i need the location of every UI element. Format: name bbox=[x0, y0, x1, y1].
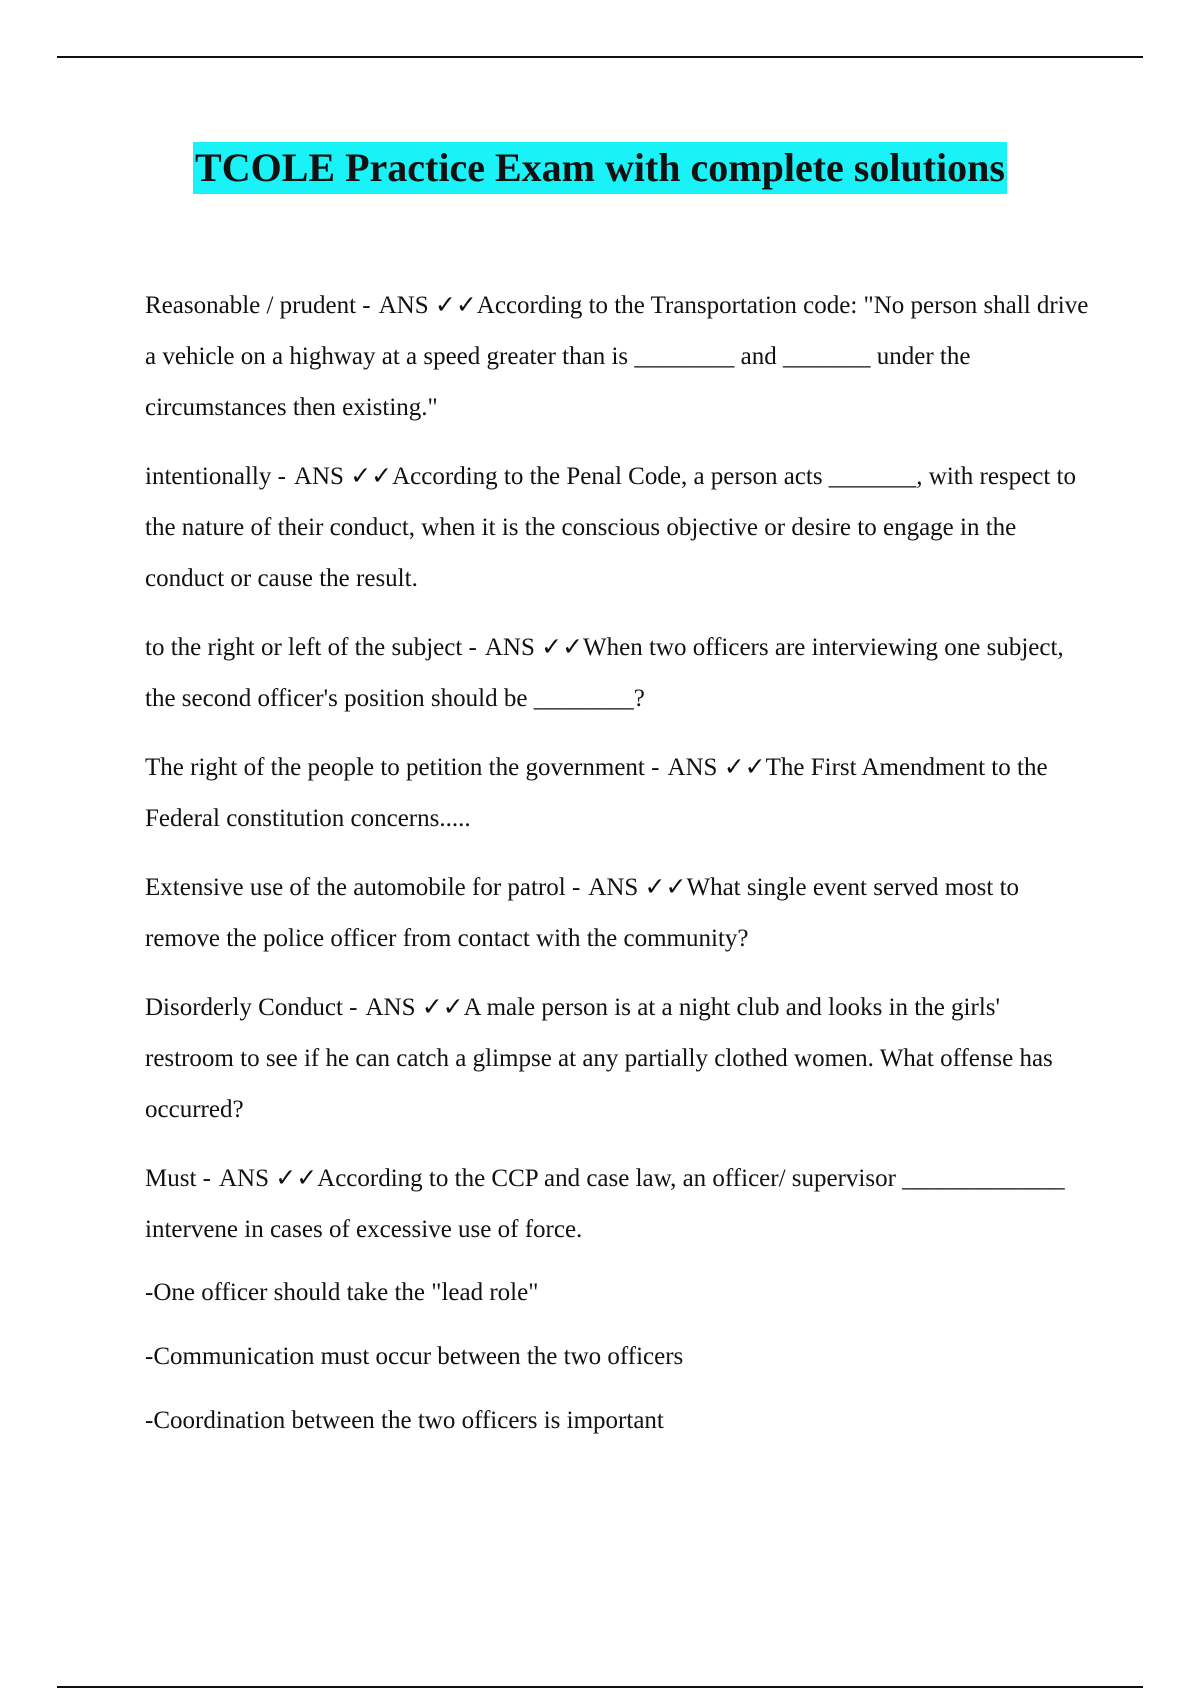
question-text: According to the Transportation code: "No person shall drive a vehicle on a highway at a speed greater than is ________ and _______ under the circumstances then existing." bbox=[145, 292, 1089, 421]
qa-entry bbox=[145, 982, 1095, 1135]
answer-text: Disorderly Conduct - bbox=[145, 994, 358, 1021]
ans-marker: ANS ✓✓ bbox=[293, 463, 393, 490]
question-text: According to the Penal Code, a person acts _______, with respect to the nature of their conduct, when it is the conscious objective or desire to engage in the conduct or cause the result. bbox=[145, 463, 1076, 592]
bullet-item: -Coordination between the two officers is important bbox=[145, 1407, 664, 1434]
question-text: When two officers are interviewing one subject, the second officer's position should be ________? bbox=[145, 634, 1064, 712]
qa-entry bbox=[145, 742, 1095, 844]
title-container bbox=[0, 142, 1200, 194]
exam-content bbox=[145, 280, 1095, 1465]
ans-marker: ANS ✓✓ bbox=[667, 754, 766, 781]
answer-text: Reasonable / prudent - bbox=[145, 292, 371, 319]
bottom-rule bbox=[57, 1686, 1143, 1688]
qa-entry bbox=[145, 451, 1095, 604]
bullet-item: -Communication must occur between the two officers bbox=[145, 1343, 684, 1370]
ans-marker: ANS ✓✓ bbox=[365, 994, 464, 1021]
ans-marker: ANS ✓✓ bbox=[378, 292, 477, 319]
answer-text: to the right or left of the subject - bbox=[145, 634, 477, 661]
qa-entry bbox=[145, 280, 1095, 433]
question-text: A male person is at a night club and looks in the girls' restroom to see if he can catch a glimpse at any partially clothed women. What offense has occurred? bbox=[145, 994, 1053, 1123]
top-rule bbox=[57, 56, 1143, 58]
page-title: TCOLE Practice Exam with complete solutions bbox=[193, 142, 1007, 194]
qa-entry bbox=[145, 862, 1095, 964]
qa-entry bbox=[145, 1153, 1095, 1255]
bullet-list bbox=[145, 1273, 1095, 1441]
qa-entry bbox=[145, 622, 1095, 724]
bullet-item: -One officer should take the "lead role" bbox=[145, 1279, 539, 1306]
ans-marker: ANS ✓✓ bbox=[588, 874, 687, 901]
question-text: According to the CCP and case law, an officer/ supervisor _____________ intervene in cases of excessive use of force. bbox=[145, 1165, 1065, 1243]
answer-text: Must - bbox=[145, 1165, 211, 1192]
question-text: The First Amendment to the Federal constitution concerns..... bbox=[145, 754, 1048, 832]
ans-marker: ANS ✓✓ bbox=[218, 1165, 318, 1192]
answer-text: intentionally - bbox=[145, 463, 286, 490]
answer-text: Extensive use of the automobile for patrol - bbox=[145, 874, 581, 901]
ans-marker: ANS ✓✓ bbox=[484, 634, 584, 661]
question-text: What single event served most to remove the police officer from contact with the community? bbox=[145, 874, 1020, 952]
answer-text: The right of the people to petition the government - bbox=[145, 754, 660, 781]
